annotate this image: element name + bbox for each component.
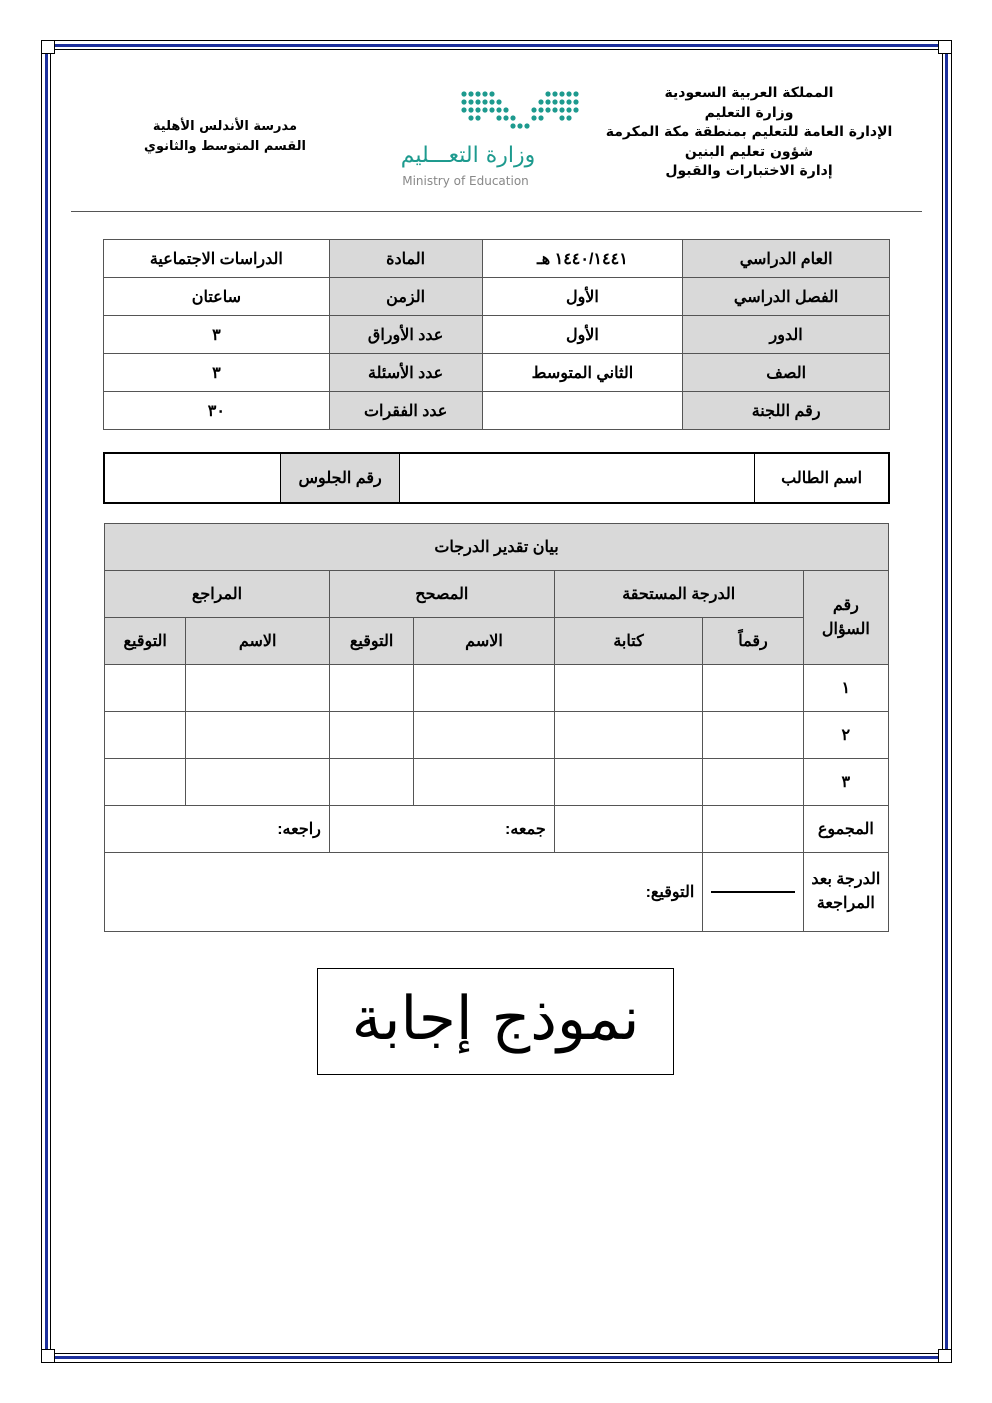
label-cell: المادة bbox=[329, 240, 482, 278]
header-divider bbox=[71, 211, 922, 212]
total-digits-cell[interactable] bbox=[703, 806, 803, 853]
grades-title: بيان تقدير الدرجات bbox=[105, 524, 889, 571]
header-directorate: الإدارة العامة للتعليم بمنطقة مكة المكرمة bbox=[605, 124, 893, 140]
value-cell: ٣٠ bbox=[104, 392, 330, 430]
grade-cell[interactable] bbox=[105, 665, 186, 712]
table-row bbox=[105, 759, 889, 806]
question-number: ٣ bbox=[803, 759, 888, 806]
grade-cell[interactable] bbox=[554, 759, 703, 806]
answer-model-title: نموذج إجابة bbox=[317, 968, 674, 1075]
after-review-label: الدرجة بعد المراجعة bbox=[803, 853, 888, 932]
grade-cell[interactable] bbox=[703, 759, 803, 806]
exam-info-row bbox=[104, 316, 890, 354]
grade-cell[interactable] bbox=[554, 665, 703, 712]
corrector-name-header: الاسم bbox=[414, 618, 555, 665]
total-writing-cell[interactable] bbox=[554, 806, 703, 853]
total-label: المجموع bbox=[803, 806, 888, 853]
after-review-row bbox=[105, 853, 889, 932]
value-cell: الأول bbox=[482, 278, 683, 316]
header-affairs: شؤون تعليم البنين bbox=[684, 143, 814, 160]
corner-top-left bbox=[41, 40, 55, 54]
question-number: ١ bbox=[803, 665, 888, 712]
grade-cell[interactable] bbox=[329, 712, 413, 759]
school-name: مدرسة الأندلس الأهلية bbox=[152, 119, 298, 134]
label-cell: رقم اللجنة bbox=[683, 392, 890, 430]
grade-cell[interactable] bbox=[414, 759, 555, 806]
grade-cell[interactable] bbox=[329, 665, 413, 712]
reviewed-by: راجعه: bbox=[105, 806, 330, 853]
digits-header: رقماً bbox=[703, 618, 803, 665]
label-cell: الصف bbox=[683, 354, 890, 392]
student-info-table bbox=[103, 452, 890, 504]
grade-cell[interactable] bbox=[554, 712, 703, 759]
question-number: ٢ bbox=[803, 712, 888, 759]
total-row bbox=[105, 806, 889, 853]
student-name-label: اسم الطالب bbox=[755, 453, 889, 503]
value-cell: ٣ bbox=[104, 354, 330, 392]
school-header bbox=[140, 117, 310, 157]
after-review-signature: التوقيع: bbox=[105, 853, 703, 932]
grade-cell[interactable] bbox=[186, 759, 330, 806]
grade-cell[interactable] bbox=[414, 712, 555, 759]
header-ministry: وزارة التعليم bbox=[704, 104, 794, 121]
ministry-header bbox=[599, 84, 899, 182]
value-cell: الدراسات الاجتماعية bbox=[104, 240, 330, 278]
grade-cell[interactable] bbox=[329, 759, 413, 806]
label-cell: الفصل الدراسي bbox=[683, 278, 890, 316]
corner-bottom-left bbox=[41, 1349, 55, 1363]
writing-header: كتابة bbox=[554, 618, 703, 665]
reviewer-signature-header: التوقيع bbox=[105, 618, 186, 665]
exam-info-row bbox=[104, 240, 890, 278]
header-exams-admin: إدارة الاختبارات والقبول bbox=[665, 163, 833, 179]
value-cell: ساعتان bbox=[104, 278, 330, 316]
reviewer-name-header: الاسم bbox=[186, 618, 330, 665]
corner-top-right bbox=[938, 40, 952, 54]
deserved-grade-header: الدرجة المستحقة bbox=[554, 571, 803, 618]
exam-info-table bbox=[103, 239, 890, 430]
exam-info-row bbox=[104, 354, 890, 392]
corner-bottom-right bbox=[938, 1349, 952, 1363]
question-number-header: رقم السؤال bbox=[803, 571, 888, 665]
value-cell: ٣ bbox=[104, 316, 330, 354]
seat-number-label: رقم الجلوس bbox=[280, 453, 399, 503]
value-cell: الأول bbox=[482, 316, 683, 354]
corrector-header: المصحح bbox=[329, 571, 554, 618]
value-cell bbox=[482, 392, 683, 430]
seat-number-field[interactable] bbox=[104, 453, 280, 503]
grades-table bbox=[104, 523, 889, 932]
reviewer-header: المراجع bbox=[105, 571, 330, 618]
student-name-field[interactable] bbox=[400, 453, 755, 503]
grade-cell[interactable] bbox=[186, 712, 330, 759]
label-cell: عدد الأسئلة bbox=[329, 354, 482, 392]
ministry-logo-icon bbox=[392, 88, 607, 188]
header-kingdom: المملكة العربية السعودية bbox=[664, 85, 834, 101]
logo-arabic-text: وزارة التعـــليم bbox=[400, 143, 536, 168]
collected-by: جمعه: bbox=[329, 806, 554, 853]
value-cell: ١٤٤٠/١٤٤١ هـ bbox=[482, 240, 683, 278]
school-section: القسم المتوسط والثانوي bbox=[144, 139, 306, 154]
table-row bbox=[105, 665, 889, 712]
value-cell: الثاني المتوسط bbox=[482, 354, 683, 392]
label-cell: عدد الفقرات bbox=[329, 392, 482, 430]
exam-info-row bbox=[104, 392, 890, 430]
grade-cell[interactable] bbox=[105, 759, 186, 806]
table-row bbox=[105, 712, 889, 759]
logo-english-text: Ministry of Education bbox=[402, 174, 529, 188]
grade-cell[interactable] bbox=[105, 712, 186, 759]
label-cell: الدور bbox=[683, 316, 890, 354]
grade-cell[interactable] bbox=[703, 712, 803, 759]
grade-cell[interactable] bbox=[414, 665, 555, 712]
corrector-signature-header: التوقيع bbox=[329, 618, 413, 665]
label-cell: عدد الأوراق bbox=[329, 316, 482, 354]
exam-info-row bbox=[104, 278, 890, 316]
label-cell: الزمن bbox=[329, 278, 482, 316]
grade-cell[interactable] bbox=[186, 665, 330, 712]
grade-cell[interactable] bbox=[703, 665, 803, 712]
label-cell: العام الدراسي bbox=[683, 240, 890, 278]
after-review-grade[interactable] bbox=[703, 853, 803, 932]
